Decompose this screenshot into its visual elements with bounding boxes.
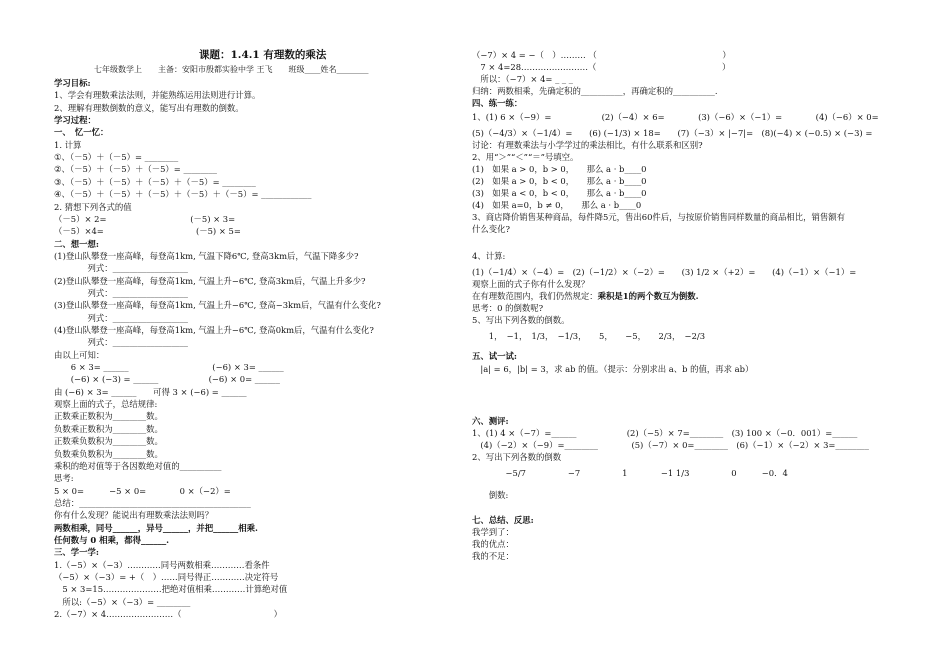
right-line-11: (3) 如果 a < 0，b < 0， 那么 a · b____0 [472, 188, 647, 199]
left-line-30: 负数乘负数积为________数。 [54, 448, 163, 459]
left-line-21: 列式：__________________ [54, 337, 188, 348]
left-line-43: 2.（−7）× 4……………………（ ） [54, 609, 282, 620]
right-line-22: 1， −1， 1/3， −1/3， 5， −5， 2/3， −2/3 [472, 331, 706, 342]
right-line-8: 2、用“＞”“＜”“＝”号填空。 [472, 151, 579, 162]
left-line-42: 所以:（−5）×（−3）= ________ [54, 596, 191, 607]
right-line-37: 我学到了： [472, 526, 514, 537]
left-line-33: 5 × 0= −5 × 0= 0 ×（−2）= [54, 485, 231, 496]
left-line-25: 由 (−6) × 3= ______ 可得 3 × (−6) = ______ [54, 386, 247, 397]
right-line-32: 2、写出下列各数的倒数 [472, 452, 562, 463]
right-line-10: (2) 如果 a > 0，b < 0， 那么 a · b____0 [472, 176, 647, 186]
left-line-18: (3)登山队攀登一座高峰，每登高1km, 气温上升−6℃, 登高−3km后，气温有什么变化? [54, 300, 381, 311]
left-line-23: 6 × 3= ______ (−6) × 3= ______ [54, 362, 284, 373]
left-line-8: ③、（－5）＋（－5）＋（－5）＋（－5）= ________ [54, 176, 256, 187]
right-line-31: (4)（−2）×（−9）=________ (5)（−7）× 0=________ (6)（−1）×（−2）× 3=________ [472, 440, 869, 451]
left-line-27: 正数乘正数积为________数。 [54, 411, 163, 422]
left-line-34: 总结：_________________________________________ [54, 497, 251, 508]
lesson-subtitle: 七年级数学上 主备：安阳市殷都实验中学 王飞 班级____姓名________ [94, 65, 369, 74]
left-line-11: （－5）× 2= (－5) × 3= [54, 213, 236, 224]
left-line-6: ①、（－5）＋（－5）= ________ [54, 152, 179, 163]
right-line-6: (5)（−4/3）×（−1/4）= (6) (−1/3) × 18= (7)（−3）× |−7|= (8)(−4) × (−0.5) × (−3) = [472, 127, 873, 138]
right-line-13: 3、商店降价销售某种商品，每件降5元，售出60件后，与按原价销售同样数量的商品相比，销售额有 [472, 212, 846, 223]
left-line-37: 任何数与 0 相乘，都得______. [54, 534, 170, 545]
left-line-39: 1.（−5）×（−3）…………同号两数相乘…………看条件 [54, 559, 270, 570]
right-line-29: 六、测评: [472, 415, 509, 426]
left-line-9: ④、（－5）＋（－5）＋（－5）＋（－5）＋（－5）= ____________ [54, 189, 312, 200]
left-line-28: 负数乘正数积为________数。 [54, 423, 163, 434]
left-line-7: ②、（－5）＋（－5）＋（－5）= ________ [54, 164, 217, 175]
right-line-12: (4) 如果 a=0，b ≠ 0， 那么 a · b____0 [472, 200, 642, 211]
right-line-1: 7 × 4=28……………………（ ） [472, 62, 731, 73]
right-line-2: 所以：（−7）× 4= _ _ _ [472, 74, 573, 85]
right-line-36: 七、总结、反思: [472, 514, 534, 525]
right-line-16: 4、计算: [472, 250, 506, 261]
right-line-30: 1、(1) 4 ×（−7）=______ (2)（−5）× 7=________ (3) 100 ×（−0．001）=______ [472, 428, 858, 438]
right-line-3: 归纳：两数相乘，先确定积的__________，再确定积的__________. [472, 86, 718, 97]
left-line-2: 2、理解有理数倒数的意义，能写出有理数的倒数。 [54, 102, 244, 113]
left-line-22: 由以上可知： [54, 349, 105, 360]
left-line-0: 学习目标: [54, 78, 91, 88]
right-line-21: 5、写出下列各数的倒数。 [472, 315, 570, 326]
right-line-17: (1)（−1/4）×（−4）= (2)（−1/2）×（−2）= (3) 1/2 ×（+2）= (4)（−1）×（−1）= [472, 266, 857, 277]
left-line-24: (−6) × (−3) = ______ (−6) × 0= ______ [54, 374, 280, 385]
left-line-5: 1. 计算 [54, 139, 82, 150]
right-line-7: 讨论：有理数乘法与小学学过的乘法相比，有什么联系和区别? [472, 139, 703, 150]
right-line-34: 倒数: [472, 490, 509, 501]
right-line-9: (1) 如果 a > 0，b > 0， 那么 a · b____0 [472, 163, 647, 174]
left-line-15: 列式：__________________ [54, 263, 188, 274]
left-line-1: 1、学会有理数乘法法则，并能熟练运用法则进行计算。 [54, 90, 261, 101]
left-line-35: 你有什么发现？能说出有理数乘法法则吗？ [54, 510, 214, 521]
left-line-20: (4)登山队攀登一座高峰，每登高1km, 气温上升−6℃, 登高0km后，气温有什么变化? [54, 325, 374, 335]
left-line-17: 列式：__________________ [54, 287, 188, 298]
right-line-14: 什么变化? [472, 224, 510, 235]
right-line-33: −5/7 −7 1 −1 1/3 0 −0．4 [472, 468, 788, 479]
right-line-25: |a| = 6，|b| = 3，求 ab 的值。（提示：分别求出 a、b 的值，再求 ab） [472, 363, 754, 374]
left-line-26: 观察上面的式子，总结规律: [54, 399, 158, 410]
right-line-24: 五、试一试: [472, 351, 517, 362]
left-line-19: 列式：__________________ [54, 312, 188, 323]
right-line-20: 思考：0 的倒数呢? [472, 303, 544, 313]
left-line-41: 5 × 3=15…………………把绝对值相乘…………计算绝对值 [54, 584, 288, 595]
right-line-18: 观察上面的式子你有什么发现？ [472, 278, 590, 289]
right-line-39: 我的不足： [472, 550, 514, 561]
left-line-14: (1)登山队攀登一座高峰，每登高1km, 气温下降6℃, 登高3km后，气温下降多少? [54, 250, 359, 261]
left-line-29: 正数乘负数积为________数。 [54, 436, 163, 447]
left-line-16: (2)登山队攀登一座高峰，每登高1km, 气温上升−6℃, 登高3km后，气温上升多少? [54, 275, 366, 286]
left-line-32: 思考: [54, 473, 74, 484]
lesson-title: 课题：1.4.1 有理数的乘法 [199, 49, 327, 61]
right-line-19: 在有理数范围内，我们仍然规定：乘积是1的两个数互为倒数. [472, 290, 699, 301]
right-line-4: 四、练一练： [472, 98, 523, 109]
left-line-12: （－5）×4= (－5) × 5= [54, 226, 241, 237]
left-line-36: 两数相乘，同号______，异号______，并把______相乘. [54, 522, 258, 533]
left-line-3: 学习过程： [54, 115, 96, 126]
left-line-13: 二、想一想: [54, 238, 99, 249]
right-line-38: 我的优点： [472, 538, 514, 549]
left-line-40: （−5）×（−3）= +（ ）……同号得正…………决定符号 [54, 572, 279, 582]
right-line-0: （−7）× 4 = −（ ）……… （ ） [472, 50, 731, 60]
left-line-4: 一、 忆一忆： [54, 127, 109, 138]
left-line-31: 乘积的绝对值等于各因数绝对值的__________ [54, 460, 222, 471]
right-line-5: 1、(1) 6 ×（−9）= (2)（−4）× 6= (3)（−6）×（−1）= (4)（−6）× 0= [472, 111, 879, 122]
left-line-38: 三、学一学: [54, 547, 99, 558]
left-line-10: 2. 猜想下列各式的值 [54, 201, 132, 212]
